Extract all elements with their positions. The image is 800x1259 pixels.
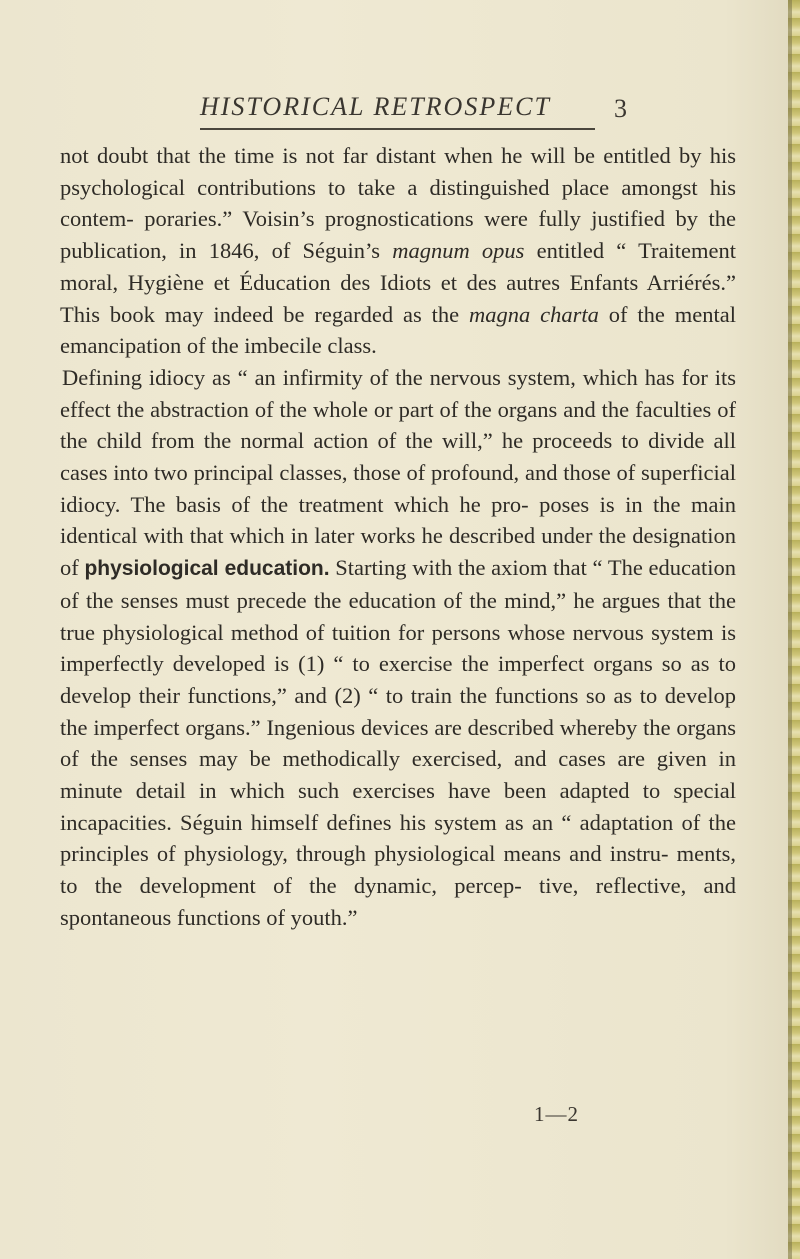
header-rule	[200, 128, 595, 130]
running-title: HISTORICAL RETROSPECT	[200, 92, 551, 121]
bold-physiological-education: physiological education.	[84, 557, 330, 581]
page-edge-shadow	[788, 0, 792, 1259]
body-text	[60, 140, 736, 934]
italic-magnum-opus: magnum opus	[392, 238, 525, 264]
signature-mark: 1—2	[534, 1102, 579, 1126]
page-number: 3	[614, 94, 627, 123]
paragraph-2: Defining idiocy as “ an infirmity of the nervous system, which has for its effect the abstraction of the whole or part of the organs and the faculties of the child from the normal action of the will,” he proceeds to divide all cases into two principal classes, those of profound, and those of superficial idiocy. The basis of the treatment which he pro- poses is in the main identical with that which in later works he described under the designation of physiological education. Starting with the axiom that “ The education of the senses must precede the education of the mind,” he argues that the true physiological method of tuition for persons whose nervous system is imperfectly developed is (1) “ to exercise the imperfect organs so as to develop their functions,” and (2) “ to train the functions so as to develop the imperfect organs.” Ingenious devices are described whereby the organs of the senses may be methodically exercised, and cases are given in minute detail in which such exercises have been adapted to special incapacities. Séguin himself defines his system as an “ adaptation of the principles of physiology, through physiological means and instru- ments, to the development of the dynamic, percep- tive, reflective, and spontaneous functions of youth.”	[60, 364, 736, 930]
italic-magna-charta: magna charta	[468, 301, 599, 327]
paragraph-1: not doubt that the time is not far distant when he will be entitled by his psychological contributions to take a distinguished place amongst his contem- poraries.” Voisin’s prognostications were fully justified by the publication, in 1846, of Séguin’s magnum opus entitled “ Traitement moral, Hygiène et Éducation des Idiots et des autres Enfants Arriérés.” This book may indeed be regarded as the magna charta of the mental emancipation of the imbecile class.	[60, 143, 736, 359]
page-header	[0, 92, 788, 132]
